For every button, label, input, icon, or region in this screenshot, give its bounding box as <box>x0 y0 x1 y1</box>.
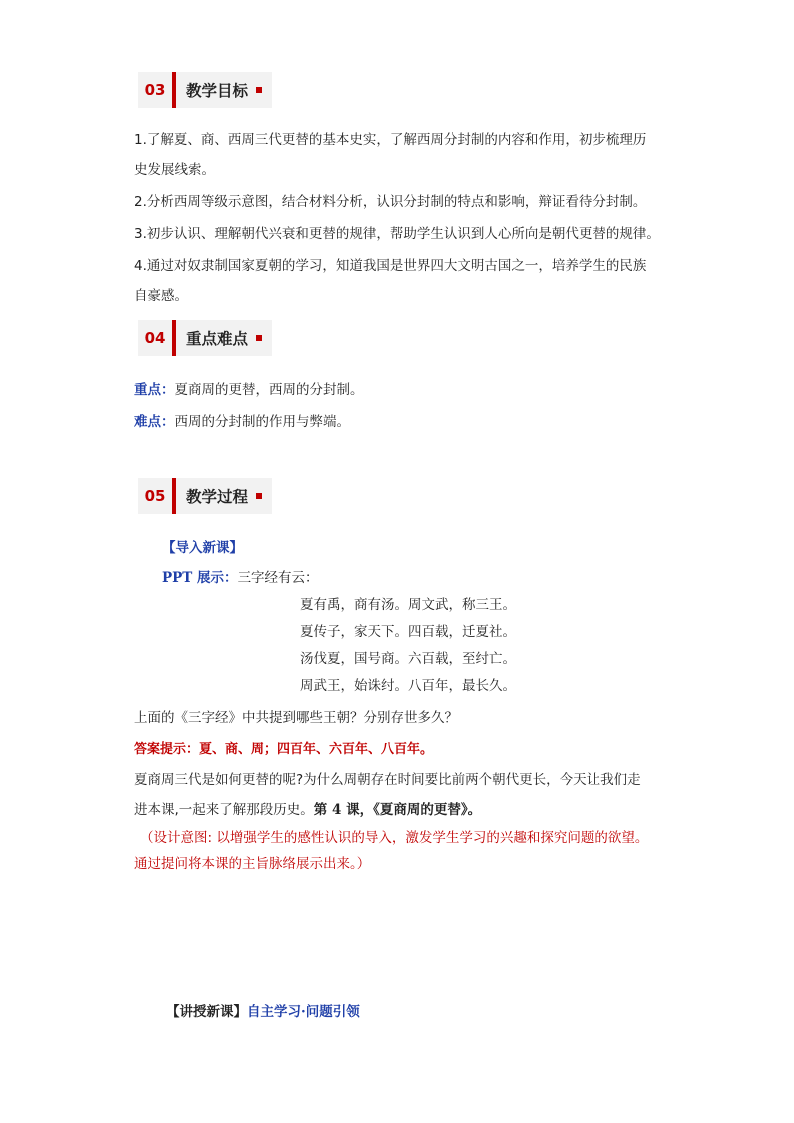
lecture-text: 自主学习·问题引领 <box>247 1004 360 1020</box>
difficulty-point <box>134 410 350 430</box>
question: 上面的《三字经》中共提到哪些王朝？分别存世多久？ <box>134 710 458 726</box>
answer-label: 答案提示： <box>134 742 200 757</box>
section-title: 教学过程 <box>186 488 249 506</box>
poem-line-3: 汤伐夏，国号商。六百载，至纣亡。 <box>300 651 516 667</box>
key-point-text: 夏商周的更替，西周的分封制。 <box>174 382 364 398</box>
design-intent-line-1: （设计意图: 以增强学生的感性认识的导入，激发学生学习的兴趣和探究问题的欲望。 <box>140 830 649 846</box>
section-number: 03 <box>138 72 172 108</box>
section-heading-03 <box>138 72 272 108</box>
lecture-label: 【讲授新课】 <box>166 1004 247 1020</box>
section-number: 04 <box>138 320 172 356</box>
difficulty-label: 难点： <box>134 414 175 430</box>
poem-line-4: 周武王，始诛纣。八百年，最长久。 <box>300 678 516 694</box>
answer-text: 夏、商、周；四百年、六百年、八百年。 <box>199 742 434 757</box>
section-heading-04 <box>138 320 272 356</box>
transition-line-2 <box>134 798 481 818</box>
section-title-box <box>176 320 272 356</box>
objective-4-line1: 4.通过对奴隶制国家夏朝的学习，知道我国是世界四大文明古国之一，培养学生的民族 <box>134 258 647 274</box>
lesson-title: 第 4 课，《夏商周的更替》。 <box>313 802 482 818</box>
objective-1-line1: 1.了解夏、商、西周三代更替的基本史实，了解西周分封制的内容和作用，初步梳理历 <box>134 132 647 148</box>
square-bullet-icon <box>256 493 262 499</box>
difficulty-text: 西周的分封制的作用与弊端。 <box>174 414 350 430</box>
poem-line-2: 夏传子，家天下。四百载，迁夏社。 <box>300 624 516 640</box>
objective-4-line2: 自豪感。 <box>134 288 188 304</box>
key-point <box>134 378 364 398</box>
objective-1-line2: 史发展线索。 <box>134 162 215 178</box>
square-bullet-icon <box>256 87 262 93</box>
ppt-label: PPT 展示： <box>162 570 238 586</box>
key-point-label: 重点： <box>134 382 175 398</box>
design-intent-line-2: 通过提问将本课的主旨脉络展示出来。） <box>134 856 371 872</box>
section-number: 05 <box>138 478 172 514</box>
answer-hint <box>134 738 433 757</box>
lecture-heading <box>166 1000 360 1020</box>
poem-line-1: 夏有禹，商有汤。周文武，称三王。 <box>300 597 516 613</box>
section-title-box <box>176 478 272 514</box>
square-bullet-icon <box>256 335 262 341</box>
section-title-box <box>176 72 272 108</box>
transition-text: 进本课,一起来了解那段历史。 <box>134 802 314 818</box>
objective-3: 3.初步认识、理解朝代兴衰和更替的规律，帮助学生认识到人心所向是朝代更替的规律。 <box>134 226 660 242</box>
section-heading-05 <box>138 478 272 514</box>
transition-line-1: 夏商周三代是如何更替的呢?为什么周朝存在时间要比前两个朝代更长，今天让我们走 <box>134 772 641 788</box>
ppt-text: 三字经有云： <box>237 570 319 586</box>
ppt-line <box>162 566 319 586</box>
section-title: 教学目标 <box>186 82 249 100</box>
intro-label: 【导入新课】 <box>162 540 243 556</box>
section-title: 重点难点 <box>186 330 249 348</box>
objective-2: 2.分析西周等级示意图，结合材料分析，认识分封制的特点和影响，辩证看待分封制。 <box>134 194 647 210</box>
